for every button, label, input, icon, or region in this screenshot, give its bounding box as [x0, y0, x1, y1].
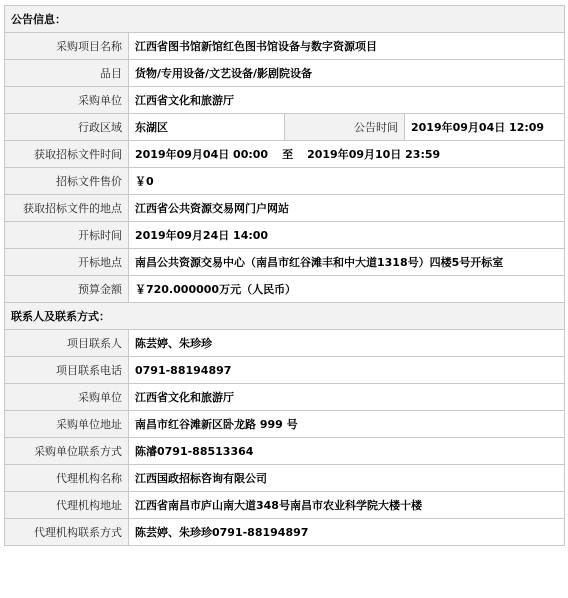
- doc-time-value: [129, 141, 565, 168]
- contact-buyer-value: 江西省文化和旅游厅: [129, 384, 565, 411]
- buyer-contact-label: 采购单位联系方式: [5, 438, 129, 465]
- agency-value: 江西国政招标咨询有限公司: [129, 465, 565, 492]
- table-row: [5, 141, 565, 168]
- table-row: [5, 384, 565, 411]
- table-row: [5, 411, 565, 438]
- region-value: 东湖区: [129, 114, 285, 141]
- open-time-value: 2019年09月24日 14:00: [129, 222, 565, 249]
- section-title-contacts: 联系人及联系方式：: [5, 303, 565, 330]
- buyer-address-value: 南昌市红谷滩新区卧龙路 999 号: [129, 411, 565, 438]
- agency-address-value: 江西省南昌市庐山南大道348号南昌市农业科学院大楼十楼: [129, 492, 565, 519]
- buyer-label: 采购单位: [5, 87, 129, 114]
- table-row: [5, 222, 565, 249]
- section-header-row: [5, 6, 565, 33]
- project-contact-value: 陈芸婷、朱珍珍: [129, 330, 565, 357]
- section-title-announcement: 公告信息：: [5, 6, 565, 33]
- table-row: [5, 519, 565, 546]
- open-place-label: 开标地点: [5, 249, 129, 276]
- doc-price-label: 招标文件售价: [5, 168, 129, 195]
- table-row: [5, 114, 565, 141]
- table-row: [5, 87, 565, 114]
- table-row: [5, 330, 565, 357]
- table-row: [5, 249, 565, 276]
- agency-address-label: 代理机构地址: [5, 492, 129, 519]
- category-label: 品目: [5, 60, 129, 87]
- project-contact-label: 项目联系人: [5, 330, 129, 357]
- open-place-value: 南昌公共资源交易中心（南昌市红谷滩丰和中大道1318号）四楼5号开标室: [129, 249, 565, 276]
- region-label: 行政区域: [5, 114, 129, 141]
- project-name-value: 江西省图书馆新馆红色图书馆设备与数字资源项目: [129, 33, 565, 60]
- table-row: [5, 438, 565, 465]
- table-row: [5, 492, 565, 519]
- buyer-value: 江西省文化和旅游厅: [129, 87, 565, 114]
- table-row: [5, 60, 565, 87]
- table-row: [5, 465, 565, 492]
- doc-time-separator: 至: [282, 148, 294, 161]
- agency-contact-label: 代理机构联系方式: [5, 519, 129, 546]
- announce-time-value: 2019年09月04日 12:09: [405, 114, 565, 141]
- buyer-address-label: 采购单位地址: [5, 411, 129, 438]
- budget-value: ￥720.000000万元（人民币）: [129, 276, 565, 303]
- project-name-label: 采购项目名称: [5, 33, 129, 60]
- doc-place-value: 江西省公共资源交易网门户网站: [129, 195, 565, 222]
- doc-time-end: 2019年09月10日 23:59: [307, 148, 441, 161]
- buyer-contact-value: 陈濬0791-88513364: [129, 438, 565, 465]
- agency-label: 代理机构名称: [5, 465, 129, 492]
- announcement-table: [4, 5, 565, 546]
- table-row: [5, 33, 565, 60]
- agency-contact-value: 陈芸婷、朱珍珍0791-88194897: [129, 519, 565, 546]
- table-row: [5, 168, 565, 195]
- announce-time-label: 公告时间: [285, 114, 405, 141]
- section-header-row: [5, 303, 565, 330]
- contact-buyer-label: 采购单位: [5, 384, 129, 411]
- doc-time-start: 2019年09月04日 00:00: [135, 148, 269, 161]
- doc-price-value: ￥0: [129, 168, 565, 195]
- open-time-label: 开标时间: [5, 222, 129, 249]
- table-row: [5, 276, 565, 303]
- doc-time-label: 获取招标文件时间: [5, 141, 129, 168]
- table-row: [5, 357, 565, 384]
- project-phone-value: 0791-88194897: [129, 357, 565, 384]
- category-value: 货物/专用设备/文艺设备/影剧院设备: [129, 60, 565, 87]
- project-phone-label: 项目联系电话: [5, 357, 129, 384]
- doc-place-label: 获取招标文件的地点: [5, 195, 129, 222]
- budget-label: 预算金额: [5, 276, 129, 303]
- table-row: [5, 195, 565, 222]
